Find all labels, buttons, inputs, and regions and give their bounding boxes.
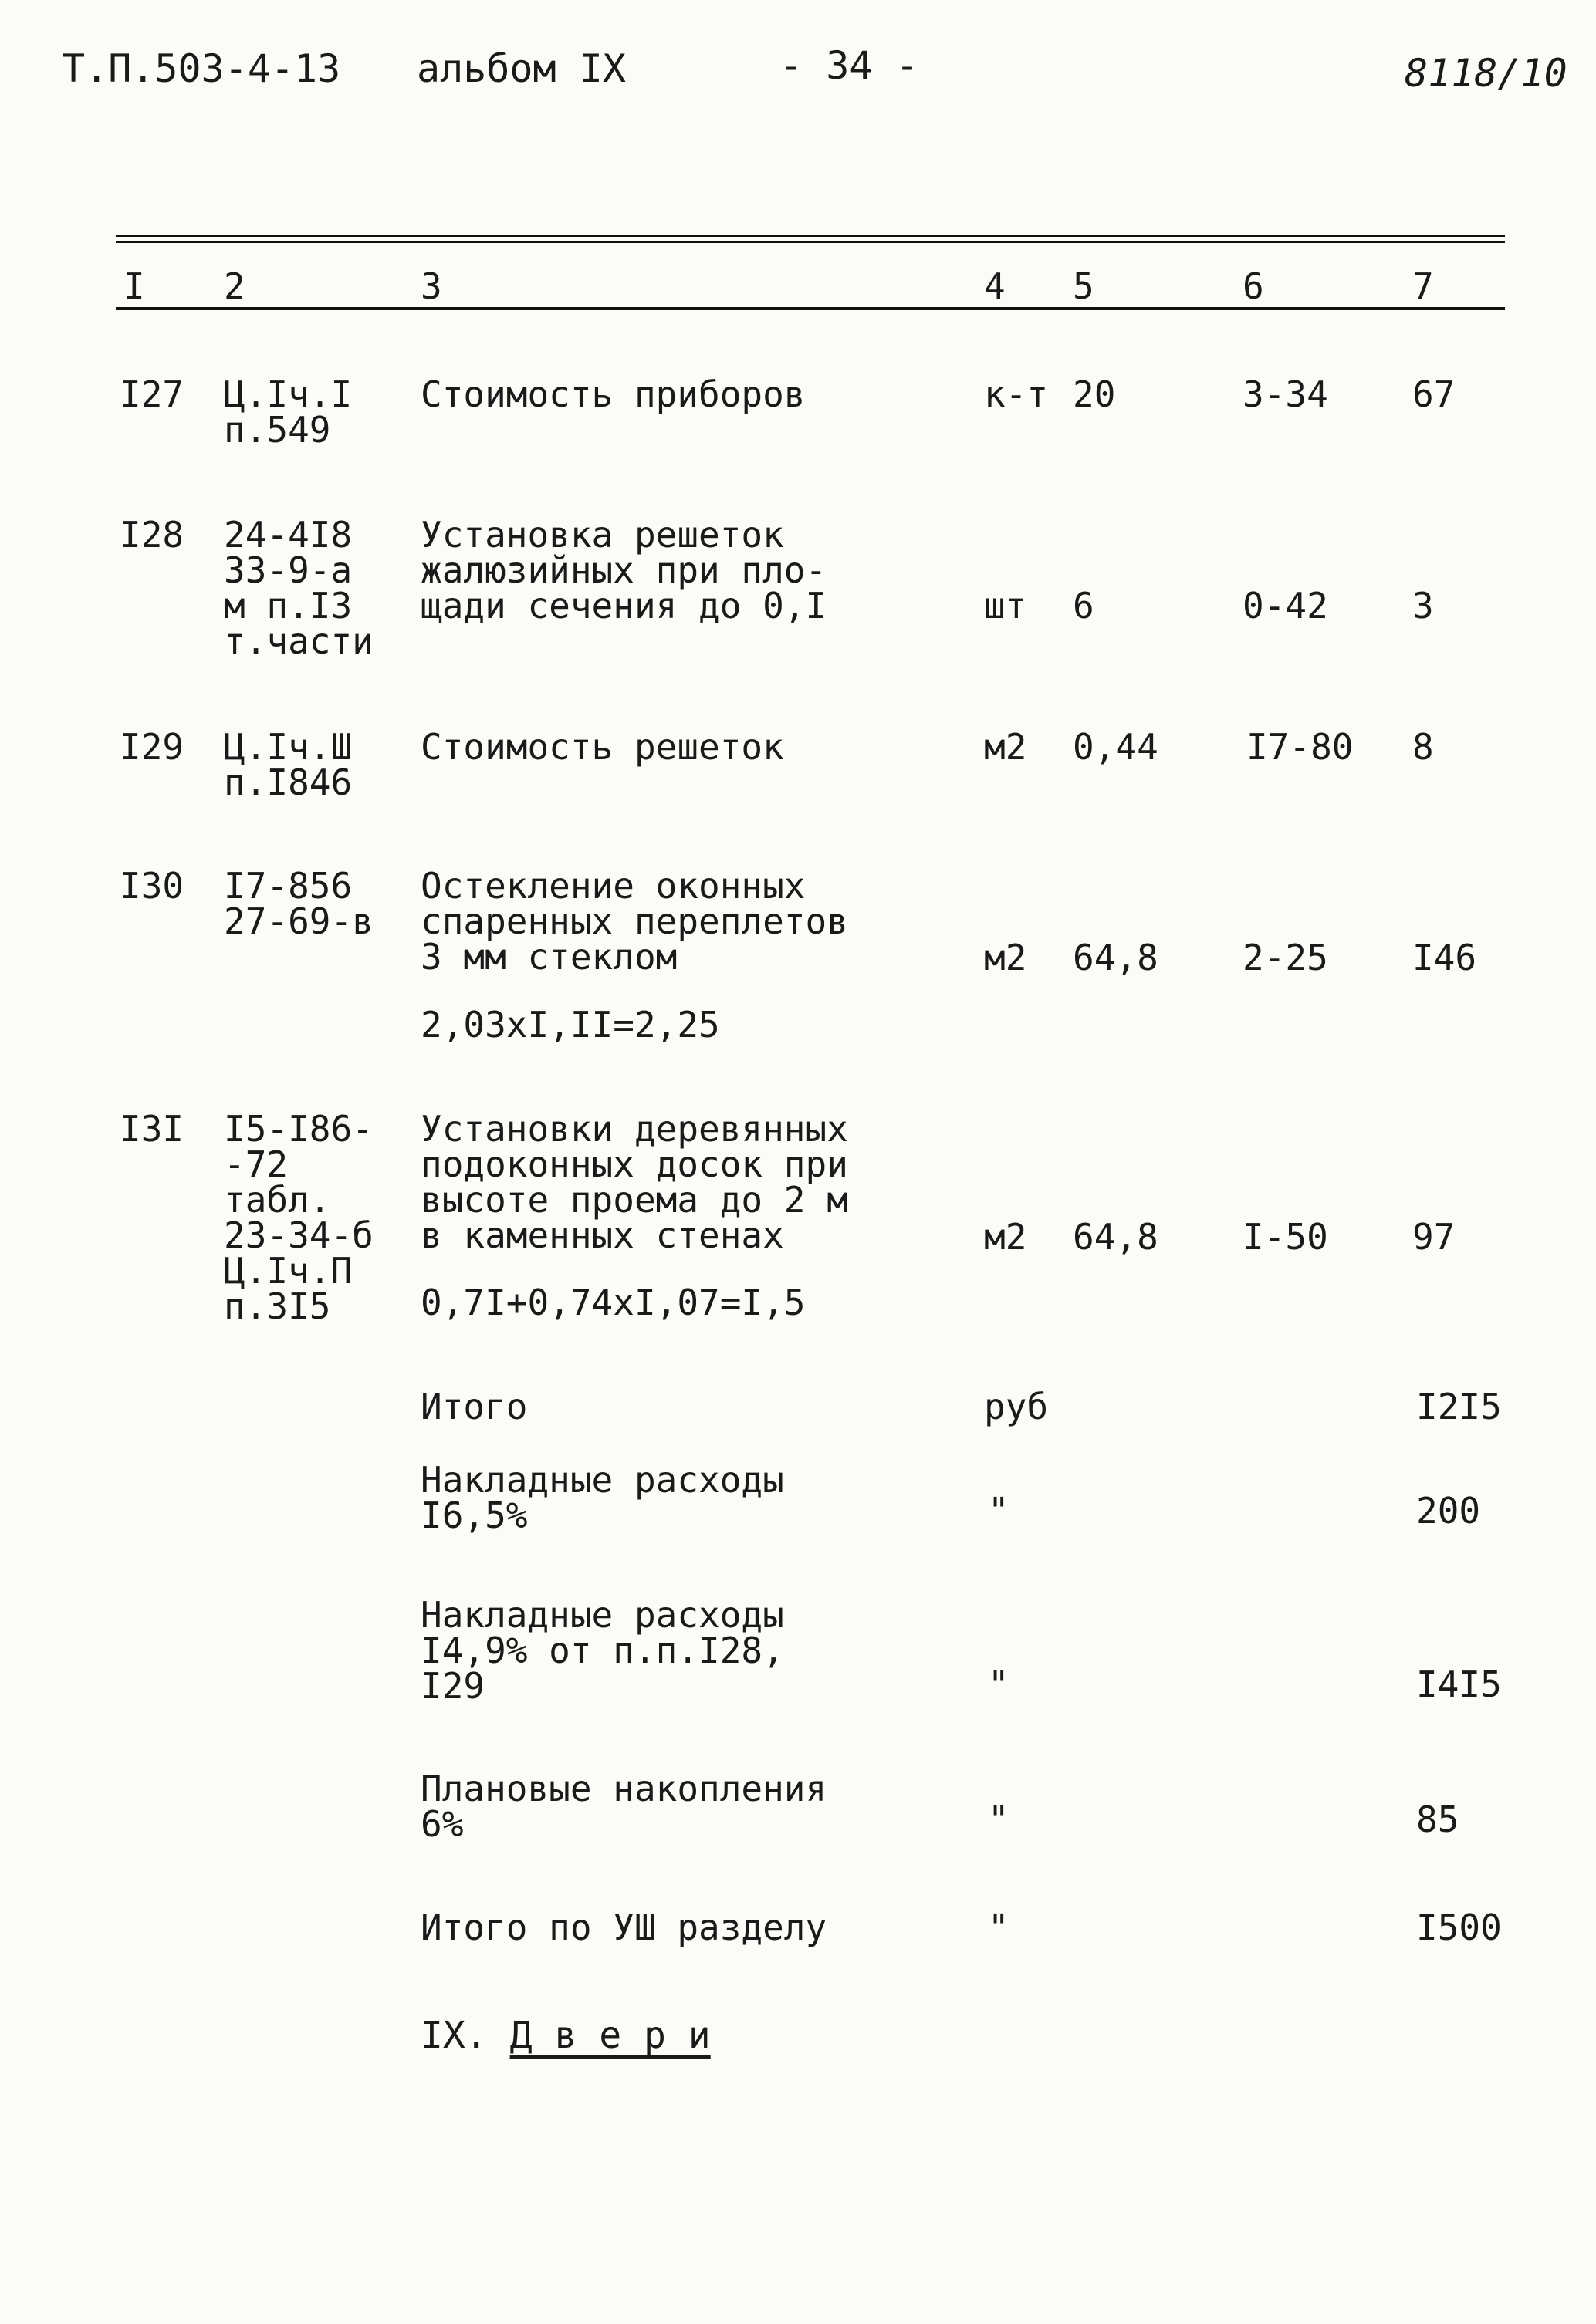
row-total: 97 bbox=[1412, 1216, 1456, 1258]
table-top-rule bbox=[116, 235, 1505, 237]
col-header-3: 3 bbox=[421, 265, 442, 307]
row-reference: Ц.Iч.I п.549 bbox=[224, 373, 353, 451]
row-number: I30 bbox=[120, 865, 184, 907]
row-reference: I5-I86- -72 табл. 23-34-б Ц.Iч.П п.3I5 bbox=[224, 1108, 374, 1327]
row-number: I28 bbox=[120, 514, 184, 556]
row-total: 8 bbox=[1412, 726, 1434, 768]
row-number: I3I bbox=[120, 1108, 184, 1150]
row-quantity: 64,8 bbox=[1073, 1216, 1158, 1258]
row-unit: к-т bbox=[984, 373, 1049, 415]
summary-unit: " bbox=[988, 1799, 1009, 1840]
summary-total: 200 bbox=[1416, 1490, 1481, 1532]
row-unit: м2 bbox=[984, 937, 1027, 978]
row-description: Установки деревянных подоконных досок при высоте проема до 2 м в каменных стенах bbox=[421, 1108, 848, 1256]
row-quantity: 6 bbox=[1073, 585, 1094, 627]
row-reference: 24-4I8 33-9-а м п.I3 т.части bbox=[224, 514, 374, 662]
sheet-number: 8118/10 bbox=[1405, 51, 1567, 96]
row-unit: м2 bbox=[984, 726, 1027, 768]
row-unit: м2 bbox=[984, 1216, 1027, 1258]
summary-unit: " bbox=[988, 1907, 1009, 1948]
col-header-5: 5 bbox=[1073, 265, 1094, 307]
row-total: 3 bbox=[1412, 585, 1434, 627]
row-unit: шт bbox=[984, 585, 1027, 627]
row-calculation: 0,7I+0,74хI,07=I,5 bbox=[421, 1282, 806, 1323]
row-number: I29 bbox=[120, 726, 184, 768]
summary-unit: " bbox=[988, 1664, 1009, 1705]
summary-label: Накладные расходы I4,9% от п.п.I28, I29 bbox=[421, 1594, 784, 1707]
col-header-1: I bbox=[123, 265, 145, 307]
summary-label: Накладные расходы I6,5% bbox=[421, 1459, 784, 1536]
row-reference: Ц.Iч.Ш п.I846 bbox=[224, 726, 353, 803]
doc-code: Т.П.503-4-13 bbox=[62, 46, 341, 91]
row-price: 0-42 bbox=[1243, 585, 1328, 627]
album-label: альбом IX bbox=[417, 46, 626, 91]
row-price: I-50 bbox=[1243, 1216, 1328, 1258]
row-price: 3-34 bbox=[1243, 373, 1328, 415]
row-quantity: 0,44 bbox=[1073, 726, 1158, 768]
summary-total: I500 bbox=[1416, 1907, 1502, 1948]
row-description: Установка решеток жалюзийных при пло- щади сечения до 0,I bbox=[421, 514, 827, 627]
row-number: I27 bbox=[120, 373, 184, 415]
row-description: Стоимость приборов bbox=[421, 373, 806, 415]
summary-label: Плановые накопления 6% bbox=[421, 1768, 827, 1845]
row-price: 2-25 bbox=[1243, 937, 1328, 978]
header-bottom-rule bbox=[116, 307, 1505, 310]
table-top-rule-2 bbox=[116, 241, 1505, 243]
row-description: Остекление оконных спаренных переплетов 3 мм стеклом bbox=[421, 865, 848, 978]
row-reference: I7-856 27-69-в bbox=[224, 865, 374, 942]
row-price: I7-80 bbox=[1246, 726, 1354, 768]
row-total: 67 bbox=[1412, 373, 1456, 415]
col-header-4: 4 bbox=[984, 265, 1006, 307]
section-heading bbox=[421, 2014, 711, 2057]
row-total: I46 bbox=[1412, 937, 1477, 978]
col-header-7: 7 bbox=[1412, 265, 1434, 307]
row-calculation: 2,03хI,II=2,25 bbox=[421, 1004, 720, 1045]
col-header-6: 6 bbox=[1243, 265, 1264, 307]
section-title: Д в е р и bbox=[509, 2014, 711, 2057]
row-description: Стоимость решеток bbox=[421, 726, 784, 768]
row-quantity: 20 bbox=[1073, 373, 1116, 415]
summary-label: Итого по УШ разделу bbox=[421, 1907, 827, 1948]
page-number: - 34 - bbox=[779, 43, 919, 88]
summary-total: I2I5 bbox=[1416, 1386, 1502, 1427]
row-quantity: 64,8 bbox=[1073, 937, 1158, 978]
section-number: IX. bbox=[421, 2014, 488, 2057]
summary-unit: руб bbox=[984, 1386, 1049, 1427]
summary-label: Итого bbox=[421, 1386, 528, 1427]
col-header-2: 2 bbox=[224, 265, 245, 307]
summary-total: I4I5 bbox=[1416, 1664, 1502, 1705]
summary-unit: " bbox=[988, 1490, 1009, 1532]
summary-total: 85 bbox=[1416, 1799, 1459, 1840]
